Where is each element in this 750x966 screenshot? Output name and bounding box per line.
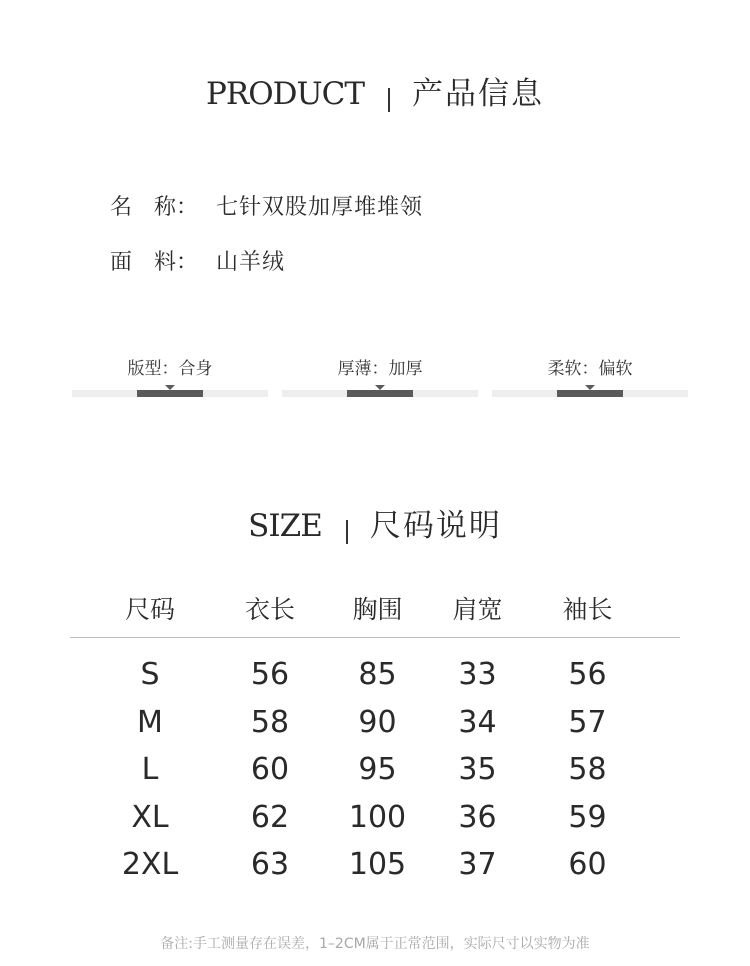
table-cell: 60 xyxy=(250,752,290,787)
table-cell: 59 xyxy=(568,799,607,835)
table-cell: 85 xyxy=(358,657,397,692)
table-cell: 36 xyxy=(458,799,497,835)
table-cell: 35 xyxy=(458,752,497,787)
table-row xyxy=(70,694,680,742)
attribute-label: 版型： xyxy=(127,359,179,379)
table-body xyxy=(70,638,680,884)
table-row xyxy=(70,646,680,694)
table-cell: 62 xyxy=(250,799,290,835)
product-title-en: PRODUCT xyxy=(206,76,364,112)
attribute-bar xyxy=(282,390,478,397)
table-row xyxy=(70,741,680,789)
info-row-fabric xyxy=(110,245,285,276)
size-table xyxy=(70,590,680,884)
table-cell: 33 xyxy=(458,657,497,692)
table-cell: 95 xyxy=(358,752,397,787)
table-header-cell: 尺码 xyxy=(124,595,175,624)
attribute-value: 合身 xyxy=(178,359,213,379)
table-cell: 58 xyxy=(250,704,290,740)
product-section-title xyxy=(0,68,750,113)
size-title-cn: 尺码说明 xyxy=(369,508,502,544)
table-header-cell: 胸围 xyxy=(352,595,403,624)
table-header-cell: 肩宽 xyxy=(452,595,503,624)
table-cell: 56 xyxy=(568,657,607,692)
info-value: 山羊绒 xyxy=(216,250,286,275)
info-label: 面 料： xyxy=(110,250,199,275)
table-row xyxy=(70,789,680,837)
size-title-en: SIZE xyxy=(248,508,322,544)
table-cell: 100 xyxy=(348,799,407,835)
table-cell: 60 xyxy=(568,847,607,882)
product-title-cn: 产品信息 xyxy=(412,76,544,112)
attribute-value: 偏软 xyxy=(598,359,633,379)
attribute-bar-fill xyxy=(347,390,413,397)
title-divider xyxy=(346,520,348,544)
attribute-bar-marker xyxy=(375,385,385,390)
table-cell: 58 xyxy=(568,752,607,787)
table-row xyxy=(70,836,680,884)
measurement-note: 备注:手工测量存在误差，1–2CM属于正常范围，实际尺寸以实物为准 xyxy=(160,936,590,952)
table-cell: L xyxy=(141,752,159,787)
info-label: 名 称： xyxy=(110,195,199,220)
table-cell: XL xyxy=(131,799,169,835)
title-divider xyxy=(388,88,390,112)
table-cell: 105 xyxy=(348,847,407,882)
table-header-cell: 衣长 xyxy=(244,595,295,624)
attribute-bar xyxy=(72,390,268,397)
table-cell: 90 xyxy=(358,704,397,740)
attribute-value: 加厚 xyxy=(388,359,423,379)
table-header-row xyxy=(70,590,680,638)
table-cell: 37 xyxy=(458,847,497,882)
info-row-name xyxy=(110,190,423,221)
table-cell: 56 xyxy=(250,657,290,692)
table-cell: 57 xyxy=(568,704,607,740)
attribute-bar-fill xyxy=(137,390,203,397)
attribute-bar-marker xyxy=(585,385,595,390)
table-cell: M xyxy=(137,704,163,740)
attribute-bar-marker xyxy=(165,385,175,390)
table-cell: S xyxy=(140,657,160,692)
table-cell: 34 xyxy=(458,704,497,740)
attribute-bar-fill xyxy=(557,390,623,397)
attribute-softness xyxy=(492,354,688,397)
attribute-label: 柔软： xyxy=(547,359,599,379)
table-cell: 63 xyxy=(250,847,290,882)
attribute-fit xyxy=(72,354,268,397)
table-header-cell: 袖长 xyxy=(562,595,613,624)
attribute-label: 厚薄： xyxy=(337,359,389,379)
attribute-thickness xyxy=(282,354,478,397)
size-section-title xyxy=(0,500,750,545)
info-value: 七针双股加厚堆堆领 xyxy=(216,195,424,220)
table-cell: 2XL xyxy=(121,847,179,882)
attribute-bar xyxy=(492,390,688,397)
